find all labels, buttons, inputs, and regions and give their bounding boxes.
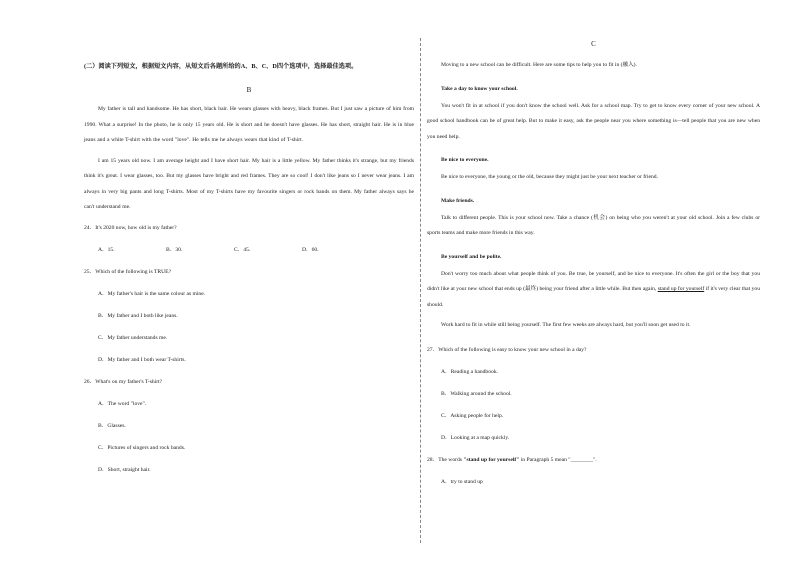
q27-option-d: D．Looking at a map quickly. bbox=[441, 434, 510, 441]
passage-c-closing: Work hard to fit in while still being yourself. The first few weeks are always hard, but you'll soon get used to it. bbox=[441, 322, 691, 328]
q25-option-b: B．My father and I both like jeans. bbox=[98, 312, 178, 319]
right-column bbox=[427, 38, 760, 493]
question-28-stem bbox=[427, 449, 760, 471]
section-heading: (二）阅读下列短文，根据短文内容，从短文后各题所给的A、B、C、D四个选项中，选择最佳选项。 bbox=[84, 63, 358, 70]
q27-option-a: A．Reading a handbook. bbox=[441, 368, 499, 375]
passage-b-paragraph-2: I am 15 years old now. I am average height and I have short hair. My hair is a little yellow. My father thinks it's strange, but my friends think it's great. I wear glasses, too. But my glasses have bright and red frames. They are so cool! I don't like jeans so I never wear jeans. I am always in very big pants and long T-shirts. Most of my T-shirts have my favourite singers or rock bands on them. My father always says he can't understand me. bbox=[84, 157, 414, 210]
q27-option-c: C．Asking people for help. bbox=[441, 412, 504, 419]
column-divider bbox=[420, 38, 421, 543]
question-25-stem: 25．Which of the following is TRUE? bbox=[84, 268, 172, 275]
tip-2-heading: Be nice to everyone. bbox=[441, 157, 489, 163]
q26-option-d: D．Short, straight hair. bbox=[98, 466, 151, 473]
q28-stem-bold: "stand up for yourself" bbox=[463, 456, 520, 463]
question-24-stem: 24．It's 2020 now, how old is my father? bbox=[84, 224, 177, 231]
q28-stem-before: 28．The words bbox=[427, 456, 464, 463]
passage-b-paragraph-1: My father is tall and handsome. He has short, black hair. He wears glasses with heavy, black frames. But I just saw a picture of him from 1990. What a surprise! In the photo, he is only 15 years old. He is short and he doesn't have glasses. He has short, straight hair. He is in blue jeans and a white T-shirt with the word "love". He tells me he always wears that kind of T-shirt. bbox=[84, 106, 414, 143]
passage-b-label: B bbox=[246, 86, 252, 94]
q25-option-a: A．My father's hair is the same colour as mine. bbox=[98, 290, 206, 297]
question-27-stem: 27．Which of the following is easy to know your new school in a day? bbox=[427, 346, 587, 353]
q24-option-d: D．60. bbox=[302, 246, 319, 253]
q24-option-c: C．45. bbox=[234, 246, 251, 253]
question-24-options bbox=[84, 239, 414, 261]
q26-option-b: B．Glasses. bbox=[98, 422, 126, 429]
q24-option-a: A．15. bbox=[98, 246, 115, 253]
tip-1-heading: Take a day to know your school. bbox=[441, 85, 518, 92]
passage-c-intro: Moving to a new school can be difficult. Here are some tips to help you to fit in (融入). bbox=[441, 62, 637, 68]
passage-c-label: C bbox=[591, 40, 596, 48]
tip-4-heading: Be yourself and be polite. bbox=[441, 253, 502, 260]
tip-4-underlined-phrase: stand up for yourself bbox=[657, 286, 705, 292]
tip-2-text: Be nice to everyone, the young or the old, because they might just be your next teacher or friend. bbox=[441, 174, 658, 180]
q25-option-c: C．My father understands me. bbox=[98, 334, 168, 341]
tip-3-text: Talk to different people. This is your school now. Take a chance (机会) on being who you weren't at your old school. Join a few clubs or sports teams and make more friends in this way. bbox=[427, 214, 760, 236]
q26-option-a: A．The word "love". bbox=[98, 400, 147, 407]
q26-option-c: C．Pictures of singers and rock bands. bbox=[98, 444, 186, 451]
q28-stem-after: in Paragraph 5 mean "________". bbox=[519, 456, 597, 463]
tip-1-text: You won't fit in at school if you don't know the school well. Ask for a school map. Try to get to know every corner of your new school. A good school handbook can be of great help. But to make it easy, ask the people near you where something is—tell people that you are new when you need help. bbox=[427, 102, 760, 140]
q27-option-b: B．Walking around the school. bbox=[441, 390, 512, 397]
q24-option-b: B．30. bbox=[166, 246, 183, 253]
tip-3-heading: Make friends. bbox=[441, 197, 475, 204]
tip-4-text bbox=[427, 267, 760, 314]
left-column bbox=[84, 60, 414, 481]
q25-option-d: D．My father and I both wear T-shirts. bbox=[98, 356, 186, 363]
tip-4-text-before: Don't worry too much about what people think of you. Be true, be yourself, and be nice to everyone. It's often the girl or the boy that you didn't like at your new school that ends up (最终) being your friend after a little while. But then again, bbox=[427, 270, 760, 292]
question-26-stem: 26．What's on my father's T-shirt? bbox=[84, 378, 163, 385]
tip-4-text-after: if it's very clear that you should. bbox=[427, 286, 761, 308]
q28-option-a: A．try to stand up bbox=[441, 478, 483, 485]
